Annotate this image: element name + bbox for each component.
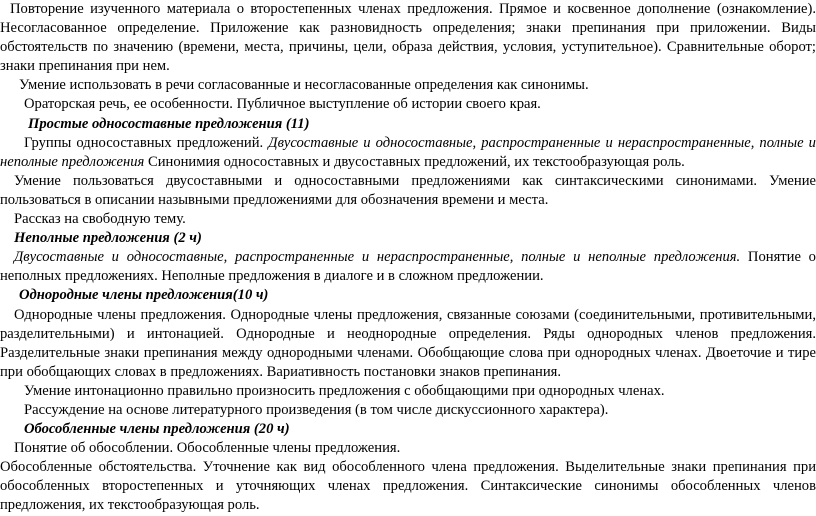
paragraph-reasoning: Рассуждение на основе литературного произведения (в том числе дискуссионного характера). bbox=[24, 401, 609, 418]
paragraph-isolation-concept: Понятие об обособлении. Обособленные члены предложения. bbox=[14, 440, 401, 457]
paragraph-intonation: Умение интонационно правильно произносить предложения с обобщающими при однородных членах. bbox=[24, 382, 665, 399]
paragraph-free-story: Рассказ на свободную тему. bbox=[14, 211, 186, 228]
italic-text: Двусоставные и односоставные, распространенные и нераспространенные, полные и неполные предложения. bbox=[14, 249, 741, 266]
paragraph-isolated-circumstances: Обособленные обстоятельства. Уточнение как вид обособленного члена предложения. Выделительные знаки препинания при обособленных второстепенных и уточняющих членах предложения. Синтаксические синонимы обособленных членов предложения, их текстообразующая роль. bbox=[0, 459, 816, 514]
paragraph-incomplete-sentences bbox=[0, 248, 816, 286]
section-heading-homogeneous-members: Однородные члены предложения(10 ч) bbox=[19, 287, 269, 304]
italic-text: Двусоставные и односоставные, распространенные и нераспространенные, полные и неполные предложения bbox=[0, 134, 816, 170]
paragraph-homogeneous-members: Однородные члены предложения. Однородные члены предложения, связанные союзами (соединительными, противительными, разделительными) и интонацией. Однородные и неоднородные определения. Ряды однородных членов предложения. Разделительные знаки препинания между однородными членами. Обобщающие слова при однородных членах. Двоеточие и тире при обобщающих словах в предложениях. Вариативность постановки знаков препинания. bbox=[0, 306, 816, 380]
paragraph-text: Группы односоставных предложений. bbox=[24, 134, 269, 151]
paragraph-definitions-synonyms: Умение использовать в речи согласованные и несогласованные определения как синонимы. bbox=[19, 77, 589, 94]
section-heading-one-part-sentences: Простые односоставные предложения (11) bbox=[28, 115, 310, 132]
paragraph-text: Понятие о неполных предложениях. Неполные предложения в диалоге и в сложном предложении. bbox=[0, 249, 816, 285]
paragraph-text: Синонимия односоставных и двусоставных предложений, их текстообразующая роль. bbox=[144, 153, 685, 170]
paragraph-secondary-members: Повторение изученного материала о второстепенных членах предложения. Прямое и косвенное дополнение (ознакомление). Несогласованное определение. Приложение как разновидность определения; знаки препинания при приложении. Виды обстоятельств по значению (времени, места, причины, цели, образа действия, условия, уступительное). Сравнительные оборот; знаки препинания при нем. bbox=[0, 1, 816, 75]
paragraph-one-part-groups bbox=[0, 134, 816, 172]
paragraph-oratory: Ораторская речь, ее особенности. Публичное выступление об истории своего края. bbox=[24, 96, 541, 113]
paragraph-syntactic-synonyms: Умение пользоваться двусоставными и односоставными предложениями как синтаксическими синонимами. Умение пользоваться в описании назывными предложениями для обозначения времени и места. bbox=[0, 172, 816, 208]
section-heading-isolated-members: Обособленные члены предложения (20 ч) bbox=[24, 421, 290, 438]
section-heading-incomplete-sentences: Неполные предложения (2 ч) bbox=[14, 230, 202, 247]
